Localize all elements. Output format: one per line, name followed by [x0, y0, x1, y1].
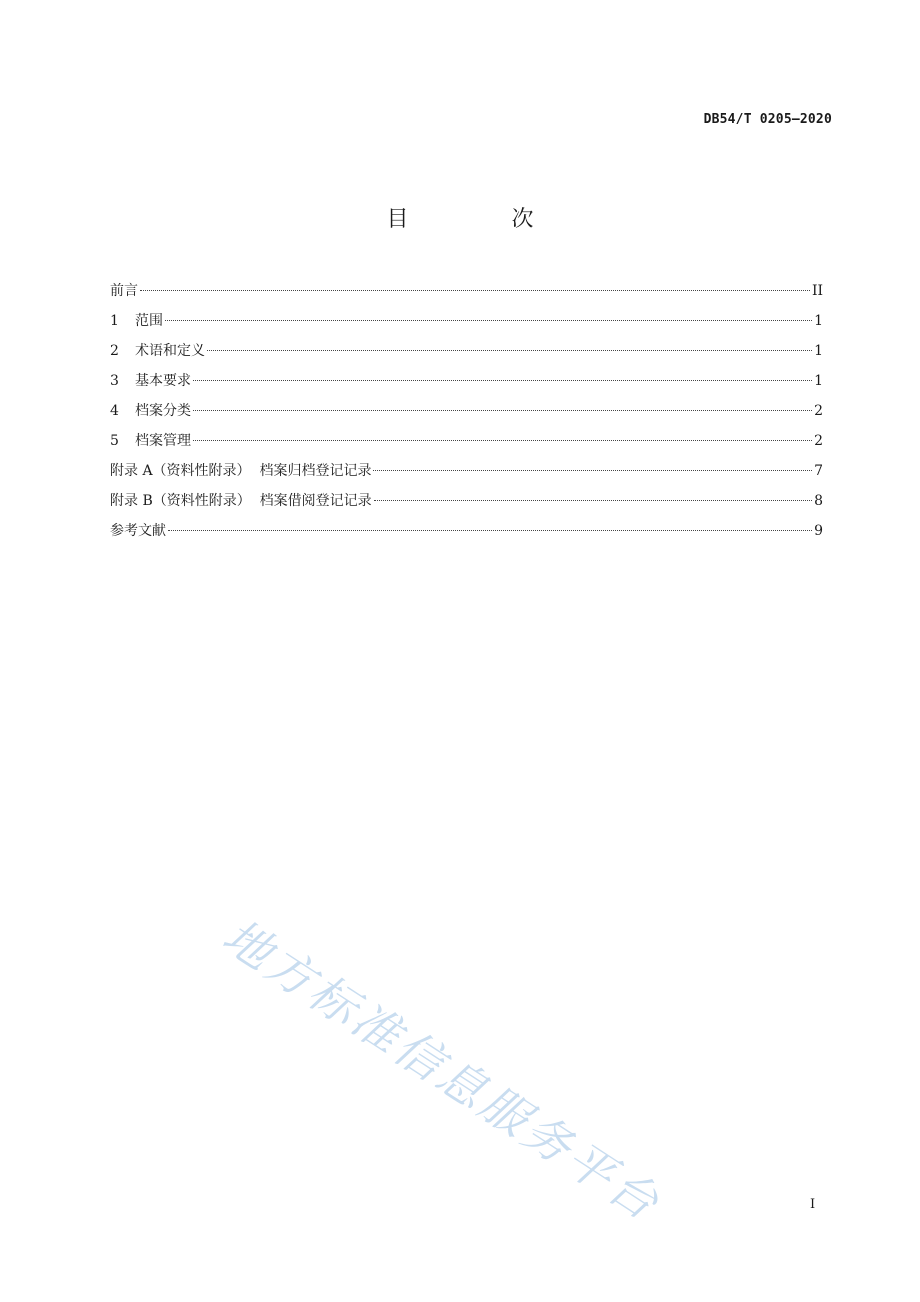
toc-entry-page: 2	[814, 433, 823, 449]
document-code: DB54/T 0205—2020	[703, 112, 832, 127]
toc-entry[interactable]	[110, 276, 823, 306]
toc-entry-number: 2	[110, 343, 119, 359]
toc-entry-label: 前言	[110, 283, 138, 299]
toc-leader-dots	[193, 439, 812, 441]
toc-entry-number: 3	[110, 373, 119, 389]
toc-leader-dots	[165, 319, 812, 321]
watermark: 地方标准信息服务平台	[212, 908, 671, 1233]
page-number: I	[810, 1197, 816, 1212]
toc-leader-dots	[207, 349, 812, 351]
toc-entry-label: 附录 A（资料性附录） 档案归档登记记录	[110, 463, 372, 479]
toc-entry-page: 1	[814, 313, 823, 329]
table-of-contents	[110, 276, 823, 546]
toc-entry-label: 附录 B（资料性附录） 档案借阅登记记录	[110, 493, 372, 509]
toc-entry-page: 2	[814, 403, 823, 419]
toc-entry-label: 范围	[135, 313, 163, 329]
toc-entry[interactable]	[110, 336, 823, 366]
toc-entry-page: 7	[814, 463, 823, 479]
toc-entry-page: II	[811, 283, 823, 299]
toc-entry-number: 5	[110, 433, 119, 449]
toc-entry-page: 8	[814, 493, 823, 509]
toc-leader-dots	[140, 289, 810, 291]
toc-entry[interactable]	[110, 396, 823, 426]
toc-entry[interactable]	[110, 306, 823, 336]
toc-leader-dots	[374, 499, 812, 501]
toc-entry-number: 4	[110, 403, 119, 419]
toc-entry-page: 1	[814, 343, 823, 359]
toc-entry[interactable]	[110, 426, 823, 456]
toc-leader-dots	[168, 529, 812, 531]
toc-leader-dots	[193, 379, 812, 381]
toc-entry-number: 1	[110, 313, 119, 329]
toc-entry[interactable]	[110, 366, 823, 396]
toc-entry-label: 基本要求	[135, 373, 191, 389]
toc-entry-label: 参考文献	[110, 523, 166, 539]
toc-entry-page: 9	[814, 523, 823, 539]
toc-leader-dots	[193, 409, 812, 411]
toc-entry[interactable]	[110, 456, 823, 486]
toc-entry[interactable]	[110, 486, 823, 516]
toc-title: 目 次	[386, 207, 582, 232]
toc-entry-label: 档案管理	[135, 433, 191, 449]
toc-leader-dots	[373, 469, 812, 471]
toc-entry-label: 术语和定义	[135, 343, 205, 359]
toc-entry-label: 档案分类	[135, 403, 191, 419]
toc-entry[interactable]	[110, 516, 823, 546]
toc-entry-page: 1	[814, 373, 823, 389]
